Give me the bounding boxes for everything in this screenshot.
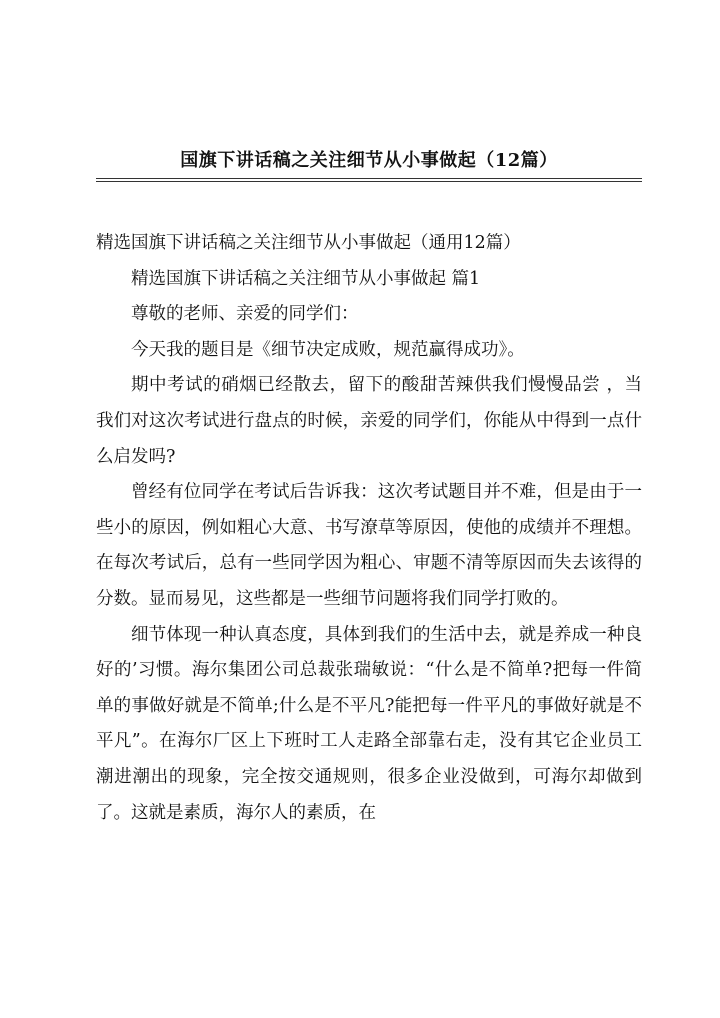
paragraph-greeting: 尊敬的老师、亲爱的同学们： — [131, 304, 359, 325]
document-title: 国旗下讲话稿之关注细节从小事做起（12篇） — [180, 150, 558, 171]
document-subtitle: 精选国旗下讲话稿之关注细节从小事做起（通用12篇） — [96, 233, 521, 253]
paragraph-topic: 今天我的题目是《细节决定成败，规范赢得成功》。 — [131, 339, 525, 360]
title-divider — [96, 178, 642, 182]
paragraph: 曾经有位同学在考试后告诉我：这次考试题目并不难，但是由于一些小的原因，例如粗心大意、书写潦草等原因，使他的成绩并不理想。在每次考试后，总有一些同学因为粗心、审题不清等原因而失去该得的分数。显而易见，这些都是一些细节问题将我们同学打败的。 — [96, 482, 642, 609]
section-heading: 精选国旗下讲话稿之关注细节从小事做起 篇1 — [131, 268, 481, 289]
document-body — [96, 226, 642, 831]
paragraph: 期中考试的硝烟已经散去，留下的酸甜苦辣供我们慢慢品尝 ，当我们对这次考试进行盘点的时候，亲爱的同学们，你能从中得到一点什么启发吗? — [96, 375, 642, 467]
paragraph: 细节体现一种认真态度，具体到我们的生活中去，就是养成一种良好的’习惯。海尔集团公司总裁张瑞敏说：“什么是不简单?把每一件简单的事做好就是不简单;什么是不平凡?能把每一件平凡的事做好就是不平凡”。在海尔厂区上下班时工人走路全部靠右走，没有其它企业员工潮进潮出的现象，完全按交通规则，很多企业没做到，可海尔却做到了。这就是素质，海尔人的素质，在 — [96, 624, 642, 823]
